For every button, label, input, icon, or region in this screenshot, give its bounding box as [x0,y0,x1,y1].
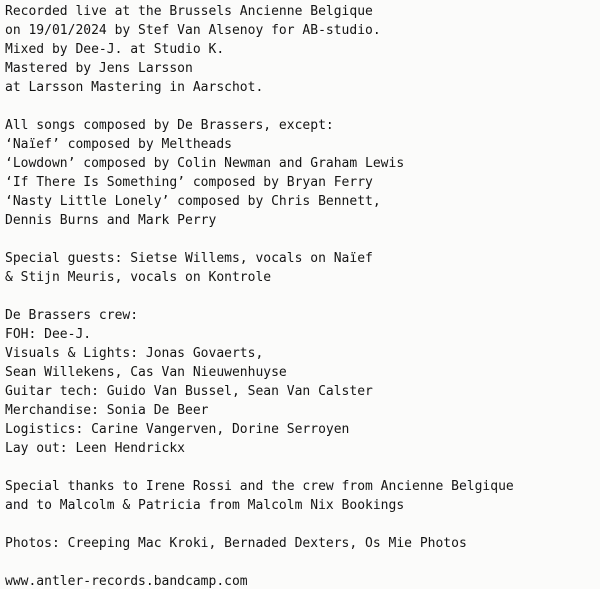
songwriting-credits [5,116,600,230]
crew-line: Sean Willekens, Cas Van Nieuwenhuyse [5,365,287,380]
photos-line: Photos: Creeping Mac Kroki, Bernaded Dexters, Os Mie Photos [5,536,467,551]
songs-line: ‘Nasty Little Lonely’ composed by Chris Bennett, [5,194,381,209]
recording-line: Mixed by Dee-J. at Studio K. [5,42,225,57]
special-thanks [5,477,600,515]
crew-heading: De Brassers crew: [5,308,139,323]
crew-line: FOH: Dee-J. [5,327,92,342]
recording-line: Mastered by Jens Larsson [5,61,193,76]
guests-line: Special guests: Sietse Willems, vocals on Naïef [5,251,373,266]
crew-line: Merchandise: Sonia De Beer [5,403,209,418]
photo-credits [5,534,600,553]
website-link[interactable]: www.antler-records.bandcamp.com [5,574,248,589]
guests-line: & Stijn Meuris, vocals on Kontrole [5,270,272,285]
thanks-line: and to Malcolm & Patricia from Malcolm Nix Bookings [5,498,405,513]
crew-credits [5,306,600,458]
special-guests [5,249,600,287]
crew-line: Logistics: Carine Vangerven, Dorine Serroyen [5,422,350,437]
songs-line: Dennis Burns and Mark Perry [5,213,217,228]
thanks-line: Special thanks to Irene Rossi and the crew from Ancienne Belgique [5,479,514,494]
crew-line: Lay out: Leen Hendrickx [5,441,186,456]
crew-line: Guitar tech: Guido Van Bussel, Sean Van Calster [5,384,373,399]
recording-line: at Larsson Mastering in Aarschot. [5,80,264,95]
songs-line: ‘If There Is Something’ composed by Bryan Ferry [5,175,373,190]
recording-line: on 19/01/2024 by Stef Van Alsenoy for AB-studio. [5,23,381,38]
songs-line: ‘Lowdown’ composed by Colin Newman and Graham Lewis [5,156,405,171]
recording-credits [5,2,600,97]
website-block [5,572,600,591]
recording-line: Recorded live at the Brussels Ancienne Belgique [5,4,373,19]
crew-line: Visuals & Lights: Jonas Govaerts, [5,346,264,361]
songs-line: ‘Naïef’ composed by Meltheads [5,137,232,152]
songs-line: All songs composed by De Brassers, except: [5,118,334,133]
